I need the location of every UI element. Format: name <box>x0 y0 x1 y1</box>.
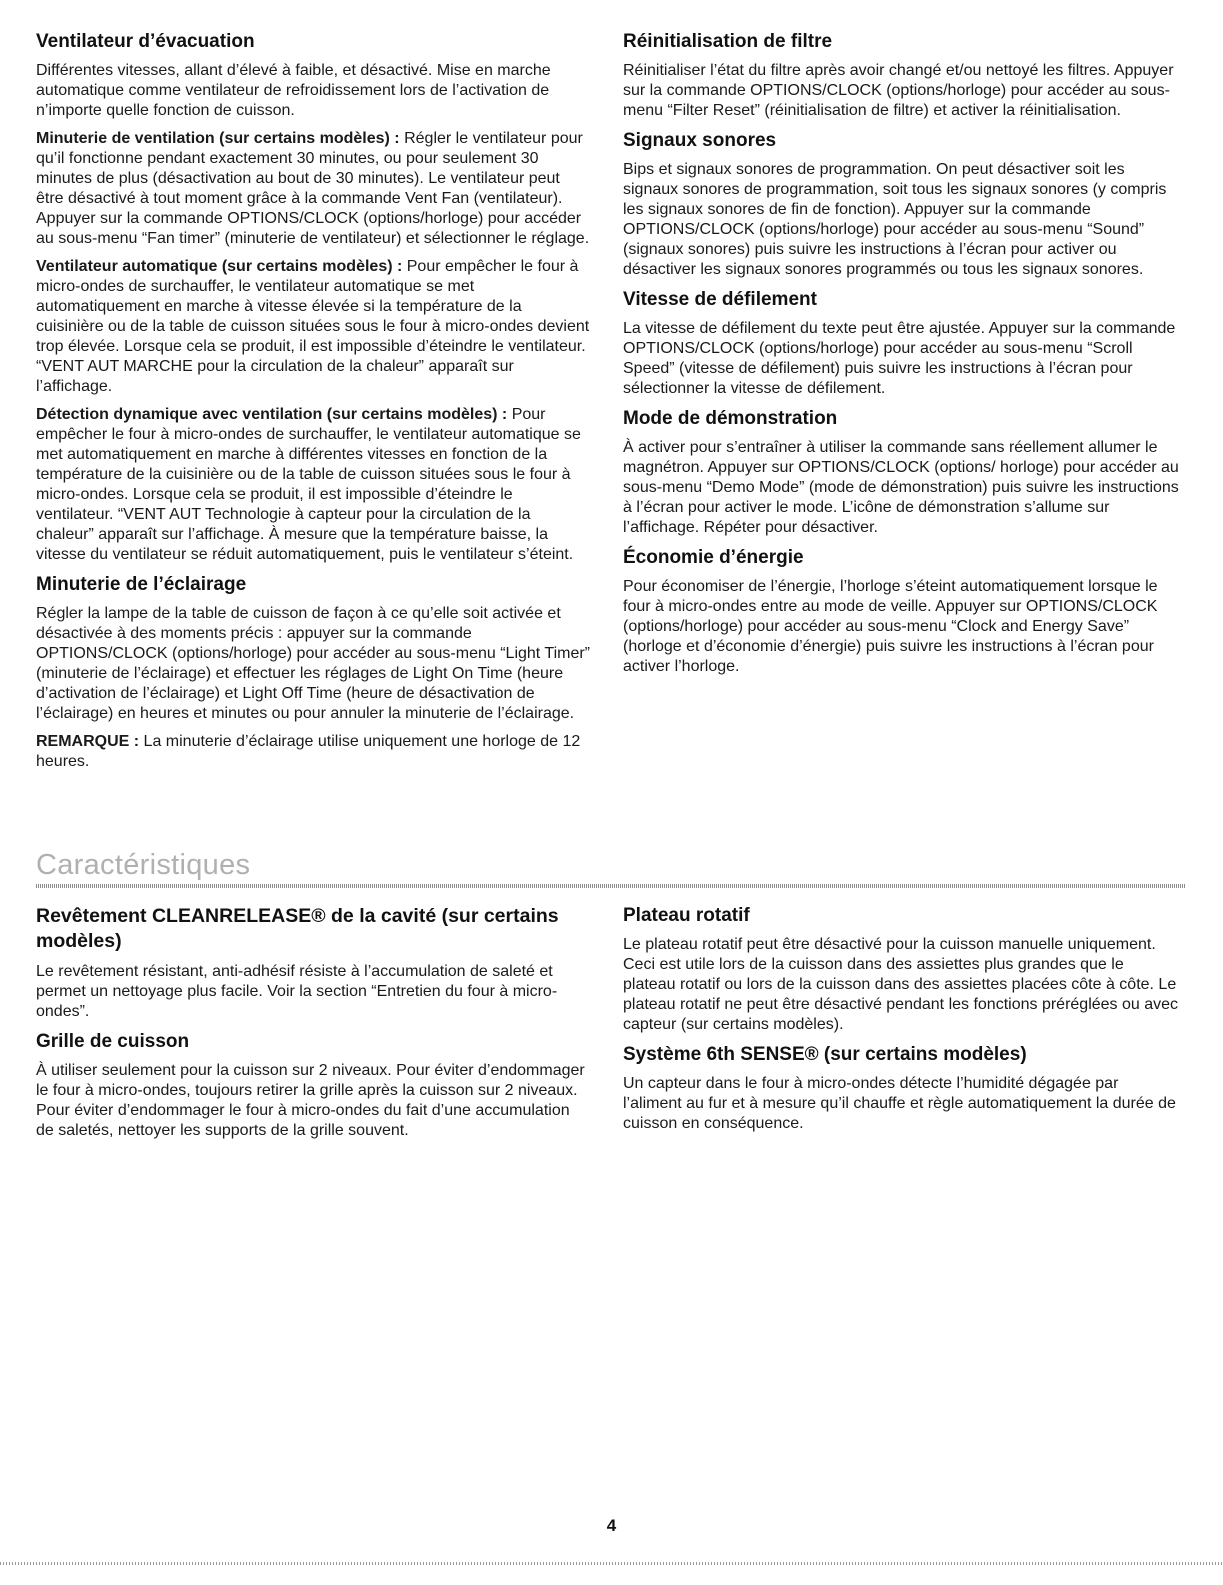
paragraph-signaux-sonores: Bips et signaux sonores de programmation. On peut désactiver soit les signaux sonores de programmation, soit tous les signaux sonores (y compris les signaux sonores de fin de fonction). Appuyer sur la commande OPTIONS/CLOCK (options/horloge) pour accéder au sous-menu “Sound” (signaux sonores) puis suivre les instructions à l’écran pour activer ou désactiver les signaux sonores programmés ou tous les signaux sonores. <box>623 161 1167 278</box>
paragraph-economie-energie: Pour économiser de l’énergie, l’horloge s’éteint automatiquement lorsque le four à micro-ondes entre au mode de veille. Appuyer sur OPTIONS/CLOCK (options/horloge) pour accéder au sous-menu “Clock and Energy Save” (horloge et d’économie d’énergie) puis suivre les instructions à l’écran pour activer l’horloge. <box>623 578 1158 675</box>
heading-plateau-rotatif: Plateau rotatif <box>623 905 750 926</box>
heading-signaux-sonores: Signaux sonores <box>623 130 777 151</box>
text-minuterie-ventilation: Régler le ventilateur pour qu’il fonctionne pendant exactement 30 minutes, ou pour seulement 30 minutes de plus (désactivation au bout de 30 minutes). Le ventilateur peut être désactivé à tout moment grâce à la commande Vent Fan (ventilateur). Appuyer sur la commande OPTIONS/CLOCK (options/horloge) pour accéder au sous-menu “Fan timer” (minuterie de ventilateur) et sélectionner le réglage. <box>36 130 590 247</box>
paragraph-minuterie-ventilation <box>36 129 590 249</box>
heading-grille-cuisson: Grille de cuisson <box>36 1031 190 1052</box>
heading-mode-demonstration: Mode de démonstration <box>623 408 838 429</box>
page-number: 4 <box>606 1516 617 1535</box>
paragraph-plateau-rotatif: Le plateau rotatif peut être désactivé pour la cuisson manuelle uniquement. Ceci est utile lors de la cuisson dans des assiettes plus grandes que le plateau rotatif ou lors de la cuisson dans des assiettes placées côte à côte. Le plateau rotatif ne peut être désactivé pendant les fonctions préréglées ou avec capteur (sur certains modèles). <box>623 936 1179 1033</box>
paragraph-ventilateur-intro: Différentes vitesses, allant d’élevé à faible, et désactivé. Mise en marche automatique comme ventilateur de refroidissement lors de l’activation de n’importe quelle fonction de cuisson. <box>36 62 551 119</box>
section-title-caracteristiques: Caractéristiques <box>36 849 251 881</box>
heading-economie-energie: Économie d’énergie <box>623 547 804 568</box>
paragraph-grille-cuisson: À utiliser seulement pour la cuisson sur 2 niveaux. Pour éviter d’endommager le four à micro-ondes, toujours retirer la grille après la cuisson sur 2 niveaux. Pour éviter d’endommager le four à micro-ondes du fait d’une accumulation de saletés, nettoyer les supports de la grille souvent. <box>36 1062 585 1139</box>
bottom-divider <box>0 1562 1223 1565</box>
heading-vitesse-defilement: Vitesse de défilement <box>623 289 817 310</box>
heading-systeme-6th-sense: Système 6th SENSE® (sur certains modèles) <box>623 1044 1027 1065</box>
left-column-top <box>36 30 590 780</box>
heading-revetement-cleanrelease: Revêtement CLEANRELEASE® de la cavité (sur certains modèles) <box>36 905 559 952</box>
paragraph-detection-dynamique <box>36 405 590 565</box>
text-remarque: La minuterie d’éclairage utilise uniquement une horloge de 12 heures. <box>36 733 581 770</box>
paragraph-mode-demonstration: À activer pour s’entraîner à utiliser la commande sans réellement allumer le magnétron. Appuyer sur OPTIONS/CLOCK (options/ horloge) pour accéder au sous-menu “Demo Mode” (mode de démonstration) puis suivre les instructions à l’écran pour activer le mode. L’icône de démonstration s’allume sur l’affichage. Répéter pour désactiver. <box>623 439 1179 536</box>
paragraph-revetement-cleanrelease: Le revêtement résistant, anti-adhésif résiste à l’accumulation de saleté et permet un nettoyage plus facile. Voir la section “Entretien du four à micro-ondes”. <box>36 963 558 1020</box>
label-ventilateur-automatique: Ventilateur automatique (sur certains modèles) : <box>36 258 403 275</box>
paragraph-ventilateur-automatique <box>36 257 590 397</box>
heading-ventilateur-evacuation: Ventilateur d’évacuation <box>36 31 255 52</box>
paragraph-vitesse-defilement: La vitesse de défilement du texte peut être ajustée. Appuyer sur la commande OPTIONS/CLOCK (options/horloge) pour accéder au sous-menu “Scroll Speed” (vitesse de défilement) puis suivre les instructions à l’écran pour sélectionner la vitesse de défilement. <box>623 320 1176 397</box>
heading-minuterie-eclairage: Minuterie de l’éclairage <box>36 574 247 595</box>
paragraph-reinitialisation-filtre: Réinitialiser l’état du filtre après avoir changé et/ou nettoyé les filtres. Appuyer sur la commande OPTIONS/CLOCK (options/horloge) pour accéder au sous-menu “Filter Reset” (réinitialisation de filtre) et activer la réinitialisation. <box>623 62 1174 119</box>
text-detection-dynamique: Pour empêcher le four à micro-ondes de surchauffer, le ventilateur automatique se met automatiquement en marche à différentes vitesses en fonction de la température de la cuisinière ou de la table de cuisson situées sous le four à micro-ondes. Lorsque cela se produit, il est impossible d’éteindre le ventilateur. “VENT AUT Technologie à capteur pour la circulation de la chaleur” apparaît sur l’affichage. À mesure que la température baisse, la vitesse du ventilateur se réduit automatiquement, puis le ventilateur s’éteint. <box>36 406 581 563</box>
right-column-top <box>623 30 1179 685</box>
text-ventilateur-automatique: Pour empêcher le four à micro-ondes de surchauffer, le ventilateur automatique se met automatiquement en marche à vitesse élevée si la température de la cuisinière ou de la table de cuisson situées sous le four à micro-ondes devient trop élevée. Lorsque cela se produit, il est impossible d’éteindre le ventilateur. “VENT AUT MARCHE pour la circulation de la chaleur” apparaît sur l’affichage. <box>36 258 590 395</box>
right-column-bottom <box>623 904 1179 1142</box>
label-remarque: REMARQUE : <box>36 733 140 750</box>
paragraph-systeme-6th-sense: Un capteur dans le four à micro-ondes détecte l’humidité dégagée par l’aliment au fur et à mesure qu’il chauffe et règle automatiquement la durée de cuisson en conséquence. <box>623 1075 1176 1132</box>
section-divider <box>36 884 1186 888</box>
left-column-bottom <box>36 904 590 1149</box>
label-minuterie-ventilation: Minuterie de ventilation (sur certains modèles) : <box>36 130 400 147</box>
paragraph-minuterie-eclairage: Régler la lampe de la table de cuisson de façon à ce qu’elle soit activée et désactivée à des moments précis : appuyer sur la commande OPTIONS/CLOCK (options/horloge) pour accéder au sous-menu “Light Timer” (minuterie de l’éclairage) et effectuer les réglages de Light On Time (heure d’activation de l’éclairage) et Light Off Time (heure de désactivation de l’éclairage) en heures et minutes ou pour annuler la minuterie de l’éclairage. <box>36 605 591 722</box>
heading-reinitialisation-filtre: Réinitialisation de filtre <box>623 31 833 52</box>
paragraph-remarque <box>36 732 590 772</box>
label-detection-dynamique: Détection dynamique avec ventilation (sur certains modèles) : <box>36 406 508 423</box>
